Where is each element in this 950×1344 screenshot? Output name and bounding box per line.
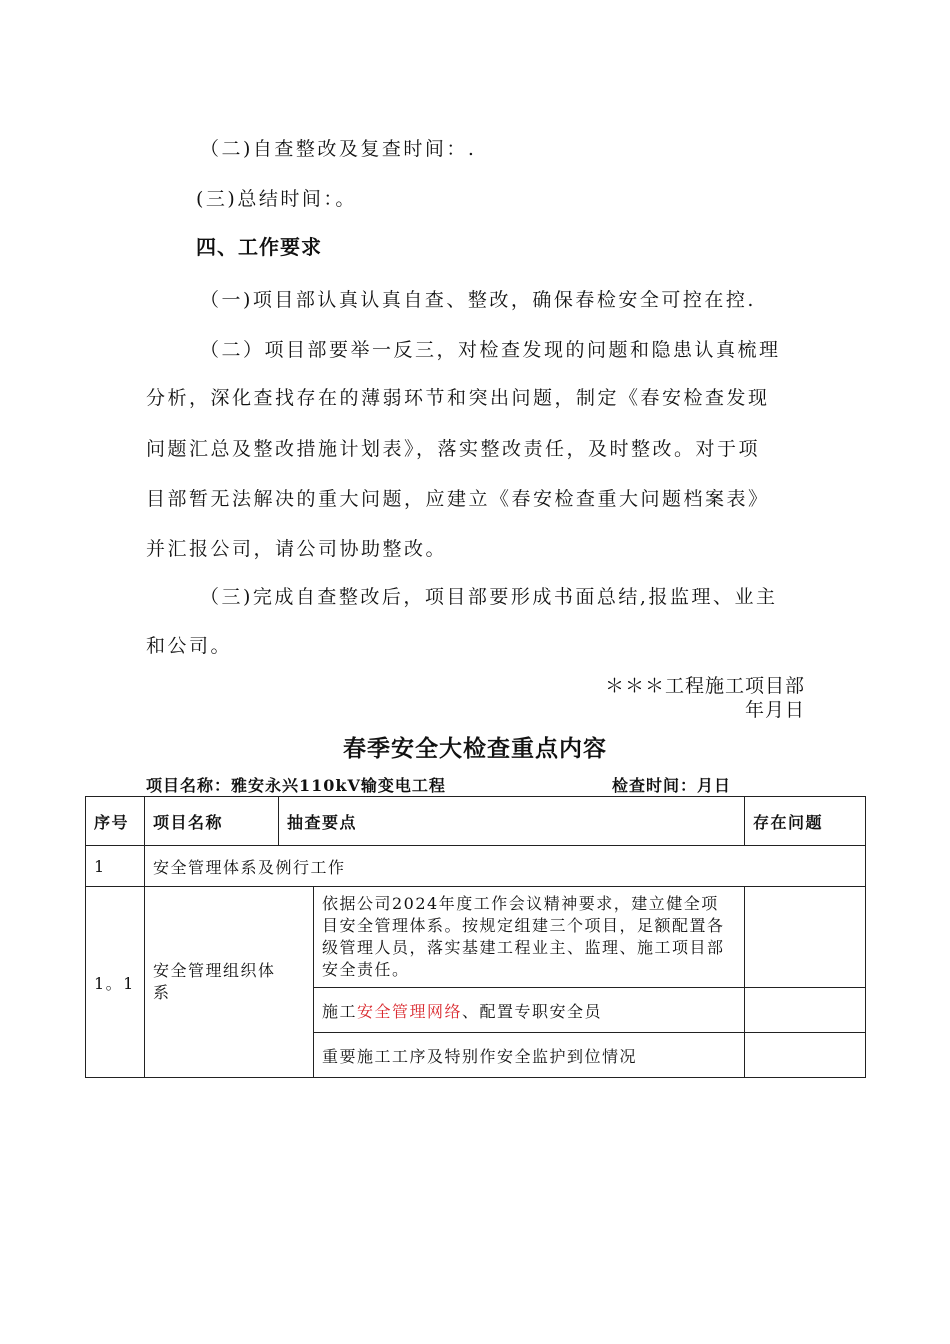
section-heading-requirements: 四、工作要求 (196, 235, 322, 259)
check-point: 依据公司2024年度工作会议精神要求，建立健全项目安全管理体系。按规定组建三个项目，足额配置各级管理人员，落实基建工程业主、监理、施工项目部安全责任。 (314, 887, 745, 988)
table-header-row (86, 797, 866, 846)
signature-organization: ＊＊＊工程施工项目部 (604, 675, 805, 697)
section-name: 安全管理体系及例行工作 (145, 846, 866, 887)
table-row (86, 887, 866, 988)
paragraph-summary-time: (三)总结时间：。 (196, 188, 357, 210)
project-name-label: 项目名称：雅安永兴110kV输变电工程 (146, 776, 446, 795)
paragraph-requirement-2-line: 目部暂无法解决的重大问题，应建立《春安检查重大问题档案表》 (146, 488, 770, 510)
header-issues: 存在问题 (745, 797, 866, 846)
header-project-name: 项目名称 (145, 797, 279, 846)
paragraph-requirement-3-line: 和公司。 (146, 635, 233, 657)
paragraph-requirement-3-line: （三)完成自查整改后，项目部要形成书面总结,报监理、业主 (200, 586, 778, 608)
table-row (86, 846, 866, 887)
issue-cell (745, 887, 866, 988)
paragraph-review-time: （二)自查整改及复查时间：. (200, 138, 477, 160)
check-time-label: 检查时间：月日 (612, 776, 732, 795)
header-check-points: 抽查要点 (279, 797, 745, 846)
header-serial: 序号 (86, 797, 145, 846)
checklist-title: 春季安全大检查重点内容 (343, 736, 607, 762)
issue-cell (745, 1033, 866, 1078)
check-point: 重要施工工序及特别作安全监护到位情况 (314, 1033, 745, 1078)
check-point-suffix: 、配置专职安全员 (462, 1001, 603, 1021)
signature-date: 年月日 (744, 699, 805, 721)
inspection-table (85, 796, 866, 1078)
item-name: 安全管理组织体系 (145, 887, 279, 1078)
spacer-cell (279, 887, 314, 1078)
item-number: 1。1 (86, 887, 145, 1078)
check-point (314, 988, 745, 1033)
paragraph-requirement-1: （一)项目部认真认真自查、整改，确保春检安全可控在控. (200, 289, 756, 311)
check-point-highlight: 安全管理网络 (357, 1001, 463, 1021)
section-number: 1 (86, 846, 145, 887)
paragraph-requirement-2-line: 并汇报公司，请公司协助整改。 (146, 538, 448, 560)
check-point-prefix: 施工 (322, 1001, 358, 1021)
issue-cell (745, 988, 866, 1033)
paragraph-requirement-2-line: （二）项目部要举一反三，对检查发现的问题和隐患认真梳理 (200, 339, 781, 361)
paragraph-requirement-2-line: 问题汇总及整改措施计划表》，落实整改责任，及时整改。对于项 (146, 438, 761, 460)
paragraph-requirement-2-line: 分析，深化查找存在的薄弱环节和突出问题，制定《春安检查发现 (146, 387, 770, 409)
